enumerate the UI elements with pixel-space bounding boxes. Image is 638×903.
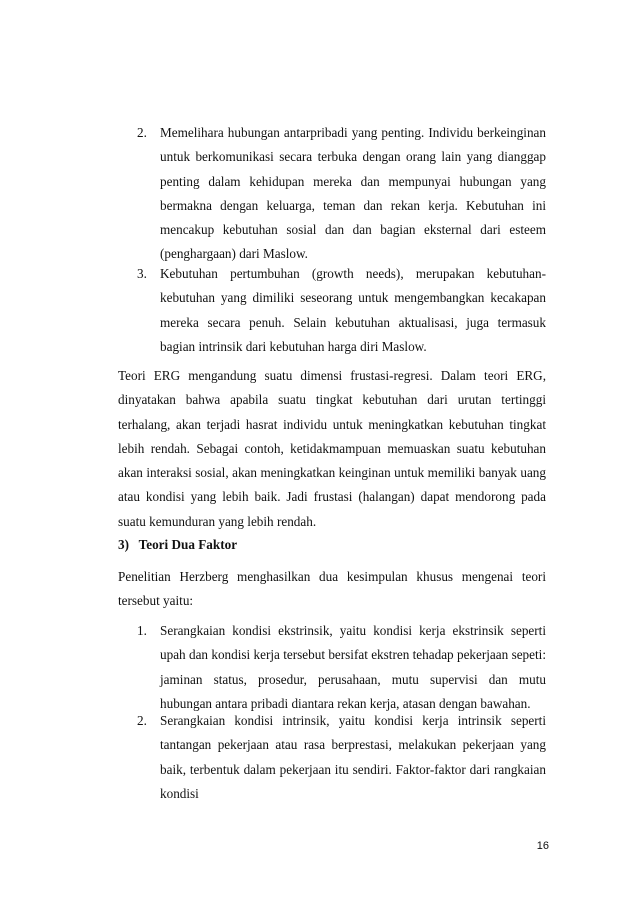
- list-item-text: Serangkaian kondisi intrinsik, yaitu kondisi kerja intrinsik seperti tantangan pekerjaan atau rasa berprestasi, melakukan pekerjaan yang baik, terbentuk dalam pekerjaan itu sendiri. Faktor-faktor dari rangkaian kondisi: [160, 713, 546, 801]
- page-number: 16: [536, 840, 549, 852]
- list-item-text: Memelihara hubungan antarpribadi yang penting. Individu berkeinginan untuk berkomunikasi secara terbuka dengan orang lain yang dianggap penting dalam kehidupan mereka dan mempunyai hubungan yang bermakna dengan keluarga, teman dan rekan kerja. Kebutuhan ini mencakup kebutuhan sosial dan dan bagian eksternal dari esteem (penghargaan) dari Maslow.: [160, 125, 546, 262]
- list-item-text: Serangkaian kondisi ekstrinsik, yaitu kondisi kerja ekstrinsik seperti upah dan kondisi kerja tersebut bersifat ekstren tehadap pekerjaan sepeti: jaminan status, prosedur, perusahaan, mutu supervisi dan mutu hubungan antara pribadi diantara rekan kerja, atasan dengan bawahan.: [160, 623, 546, 711]
- body-paragraph: Penelitian Herzberg menghasilkan dua kesimpulan khusus mengenai teori tersebut yaitu:: [118, 569, 546, 609]
- list-number: 1.: [137, 623, 147, 638]
- section-heading: 3) Teori Dua Faktor: [118, 537, 238, 552]
- list-number: 2.: [137, 125, 147, 140]
- list-number: 3.: [137, 266, 147, 281]
- list-item-text: Kebutuhan pertumbuhan (growth needs), merupakan kebutuhan-kebutuhan yang dimiliki seseorang untuk mengembangkan kecakapan mereka secara penuh. Selain kebutuhan aktualisasi, juga termasuk bagian intrinsik dari kebutuhan harga diri Maslow.: [160, 266, 546, 354]
- body-paragraph: Teori ERG mengandung suatu dimensi frustasi-regresi. Dalam teori ERG, dinyatakan bahwa apabila suatu tingkat kebutuhan dari urutan tertinggi terhalang, akan terjadi hasrat individu untuk meningkatkan kebutuhan tingkat lebih rendah. Sebagai contoh, ketidakmampuan memuaskan suatu kebutuhan akan interaksi sosial, akan meningkatkan keinginan untuk memiliki banyak uang atau kondisi yang lebih baik. Jadi frustasi (halangan) dapat mendorong pada suatu kemunduran yang lebih rendah.: [118, 368, 546, 529]
- list-number: 2.: [137, 713, 147, 728]
